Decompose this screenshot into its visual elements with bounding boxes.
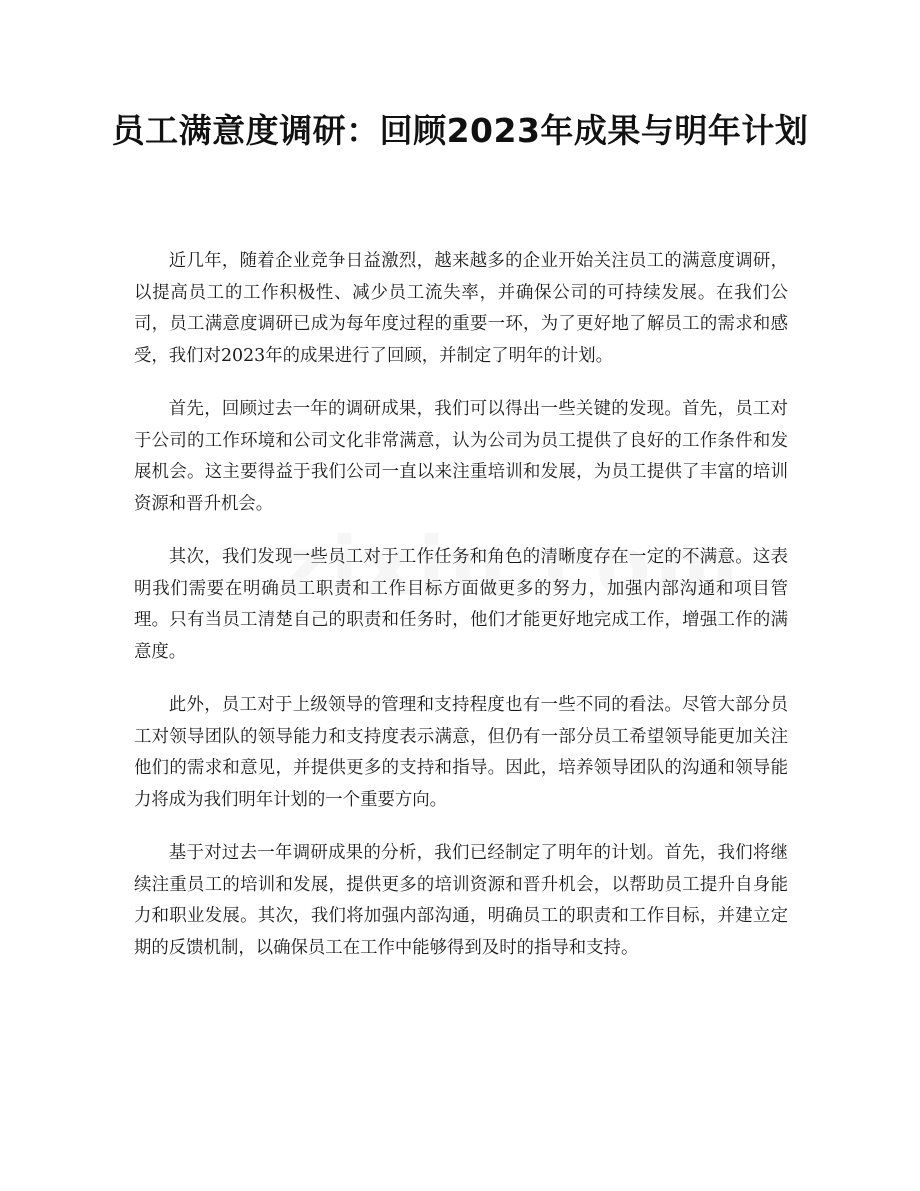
paragraph-3: 其次，我们发现一些员工对于工作任务和角色的清晰度存在一定的不满意。这表明我们需要在明确员工职责和工作目标方面做更多的努力，加强内部沟通和项目管理。只有当员工清楚自己的职责和任务时，他们才能更好地完成工作，增强工作的满意度。	[134, 547, 788, 662]
document-title: 员工满意度调研：回顾2023年成果与明年计划	[111, 111, 809, 150]
paragraph-2: 首先，回顾过去一年的调研成果，我们可以得出一些关键的发现。首先，员工对于公司的工作环境和公司文化非常满意，认为公司为员工提供了良好的工作条件和发展机会。这主要得益于我们公司一直以来注重培训和发展，为员工提供了丰富的培训资源和晋升机会。	[134, 399, 788, 514]
paragraph-1: 近几年，随着企业竞争日益激烈，越来越多的企业开始关注员工的满意度调研，以提高员工的工作积极性、减少员工流失率，并确保公司的可持续发展。在我们公司，员工满意度调研已成为每年度过程的重要一环，为了更好地了解员工的需求和感受，我们对2023年的成果进行了回顾，并制定了明年的计划。	[134, 251, 788, 366]
document-body	[134, 246, 788, 986]
paragraph-5: 基于对过去一年调研成果的分析，我们已经制定了明年的计划。首先，我们将继续注重员工的培训和发展，提供更多的培训资源和晋升机会，以帮助员工提升自身能力和职业发展。其次，我们将加强内部沟通，明确员工的职责和工作目标，并建立定期的反馈机制，以确保员工在工作中能够得到及时的指导和支持。	[134, 843, 788, 958]
paragraph-4: 此外，员工对于上级领导的管理和支持程度也有一些不同的看法。尽管大部分员工对领导团队的领导能力和支持度表示满意，但仍有一部分员工希望领导能更加关注他们的需求和意见，并提供更多的支持和指导。因此，培养领导团队的沟通和领导能力将成为我们明年计划的一个重要方向。	[134, 695, 788, 810]
